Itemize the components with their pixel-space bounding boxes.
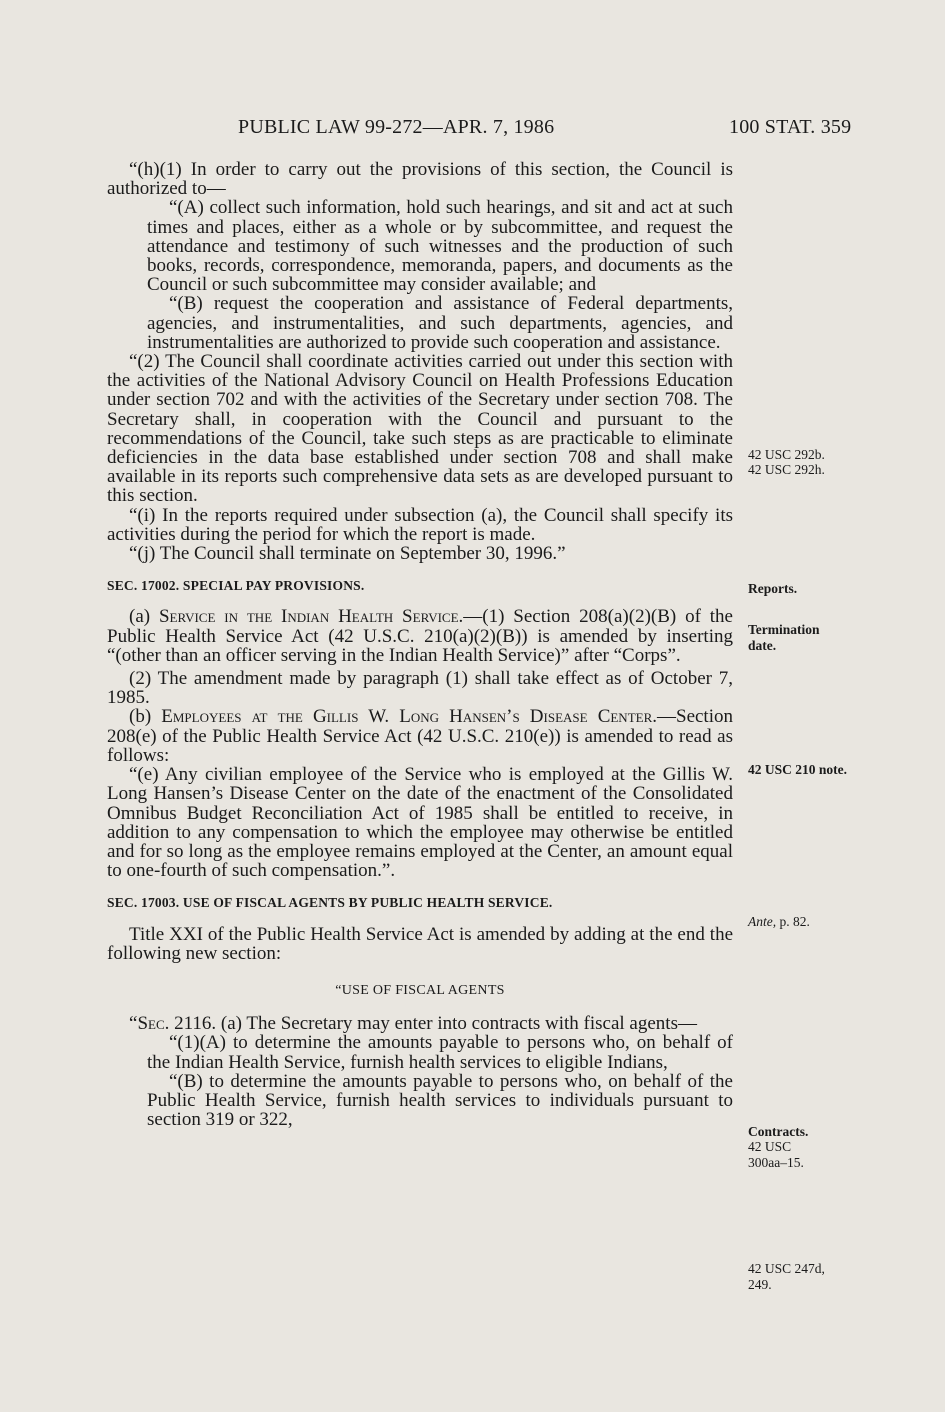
paragraph-e: “(e) Any civilian employee of the Service who is employed at the Gillis W. Long Hansen’s Disease Center on the date of the enactment of the Consolidated Omnibus Budget Reconciliation Act of 1985 shall be entitled to receive, in addition to any compensation to which the employee may otherwise be entitled and for so long as the employee remains employed at the Center, an amount equal to one-fourth of such compensation.”. <box>107 764 733 882</box>
heading-use-of-fiscal-agents: “USE OF FISCAL AGENTS <box>335 982 505 998</box>
margin-note-contracts: Contracts. <box>748 1124 809 1139</box>
statute-page-number: 100 STAT. 359 <box>729 116 852 138</box>
paragraph-a: (a) Service in the Indian Health Service.—(1) Section 208(a)(2)(B) of the Public Health Service Act (42 U.S.C. 210(a)(2)(B)) is amended by inserting “(other than an officer serving in the Indian Health Service)” after “Corps”. <box>107 606 733 666</box>
paragraph-h1-a: “(A) collect such information, hold such hearings, and sit and act at such times and places, either as a whole or by subcommittee, and request the attendance and testimony of such witnesses and the production of such books, records, correspondence, memoranda, papers, and documents as the Council or such subcommittee may consider available; and <box>147 197 733 296</box>
running-header-title: PUBLIC LAW 99-272—APR. 7, 1986 <box>238 116 555 138</box>
margin-ante-page: p. 82. <box>779 914 810 929</box>
paragraph-1a: “(1)(A) to determine the amounts payable to persons who, on behalf of the Indian Health Service, furnish health services to eligible Indians, <box>147 1032 733 1073</box>
paragraph-h2: “(2) The Council shall coordinate activities carried out under this section with the activities of the National Advisory Council on Health Professions Education under section 702 and with the activities of the Secretary under section 708. The Secretary shall, in cooperation with the Council and pursuant to the recommendations of the Council, take such steps as are practicable to eliminate deficiencies in the data base established under section 708 and shall make available in its reports such comprehensive data sets as are developed pursuant to this section. <box>107 351 733 507</box>
paragraph-a2: (2) The amendment made by paragraph (1) shall take effect as of October 7, 1985. <box>107 668 733 709</box>
paragraph-i: “(i) In the reports required under subsection (a), the Council shall specify its activities during the period for which the report is made. <box>107 504 733 545</box>
paragraph-1b: “(B) to determine the amounts payable to persons who, on behalf of the Public Health Service, furnish health services to individuals pursuant to section 319 or 322, <box>147 1070 733 1131</box>
subsection-b-text: Section 208(e) of the Public Health Service Act (42 U.S.C. 210(e)) is amended to read as follows: <box>107 706 733 766</box>
paragraph-b: (b) Employees at the Gillis W. Long Hansen’s Disease Center.—Section 208(e) of the Public Health Service Act (42 U.S.C. 210(e)) is amended to read as follows: <box>107 706 733 766</box>
subsection-b-heading: Employees at the Gillis W. Long Hansen’s Disease Center <box>161 706 653 728</box>
margin-ante-word: Ante, <box>748 914 777 929</box>
margin-note-reports: Reports. <box>748 581 798 596</box>
section-heading-17002: SEC. 17002. SPECIAL PAY PROVISIONS. <box>107 578 365 594</box>
paragraph-h1: “(h)(1) In order to carry out the provisions of this section, the Council is authorized to— <box>107 159 733 200</box>
paragraph-title21: Title XXI of the Public Health Service Act is amended by adding at the end the following new section: <box>107 923 733 964</box>
subsection-a-text: (1) Section 208(a)(2)(B) of the Public Health Service Act (42 U.S.C. 210(a)(2)(B)) is amended by inserting “(other than an officer serving in the Indian Health Service)” after “Corps”. <box>107 606 733 666</box>
section-heading-17003: SEC. 17003. USE OF FISCAL AGENTS BY PUBLIC HEALTH SERVICE. <box>107 895 553 911</box>
paragraph-sec2116: “Sec. 2116. (a) The Secretary may enter into contracts with fiscal agents— <box>129 1013 697 1035</box>
sec2116-text: 2116. (a) The Secretary may enter into contracts with fiscal agents— <box>174 1013 697 1035</box>
main-text-column <box>107 160 733 1129</box>
subsection-a-heading: Service in the Indian Health Service <box>158 606 459 628</box>
margin-note-termination-date: Termination date. <box>748 622 820 653</box>
margin-note-usc-210: 42 USC 210 note. <box>748 762 848 777</box>
margin-note-usc-292b: 42 USC 292b. <box>748 447 825 462</box>
paragraph-j: “(j) The Council shall terminate on September 30, 1996.” <box>129 543 566 565</box>
margin-note-ante <box>748 914 810 930</box>
margin-note-usc-247d: 42 USC 247d, 249. <box>748 1261 825 1292</box>
margin-note-usc-292h: 42 USC 292h. <box>748 462 825 477</box>
sec-label: Sec <box>137 1013 165 1035</box>
paragraph-h1-b: “(B) request the cooperation and assistance of Federal departments, agencies, and instrumentalities, and such departments, agencies, and instrumentalities are authorized to provide such cooperation and assistance. <box>147 293 733 353</box>
margin-note-usc-300aa: 42 USC 300aa–15. <box>748 1139 804 1170</box>
